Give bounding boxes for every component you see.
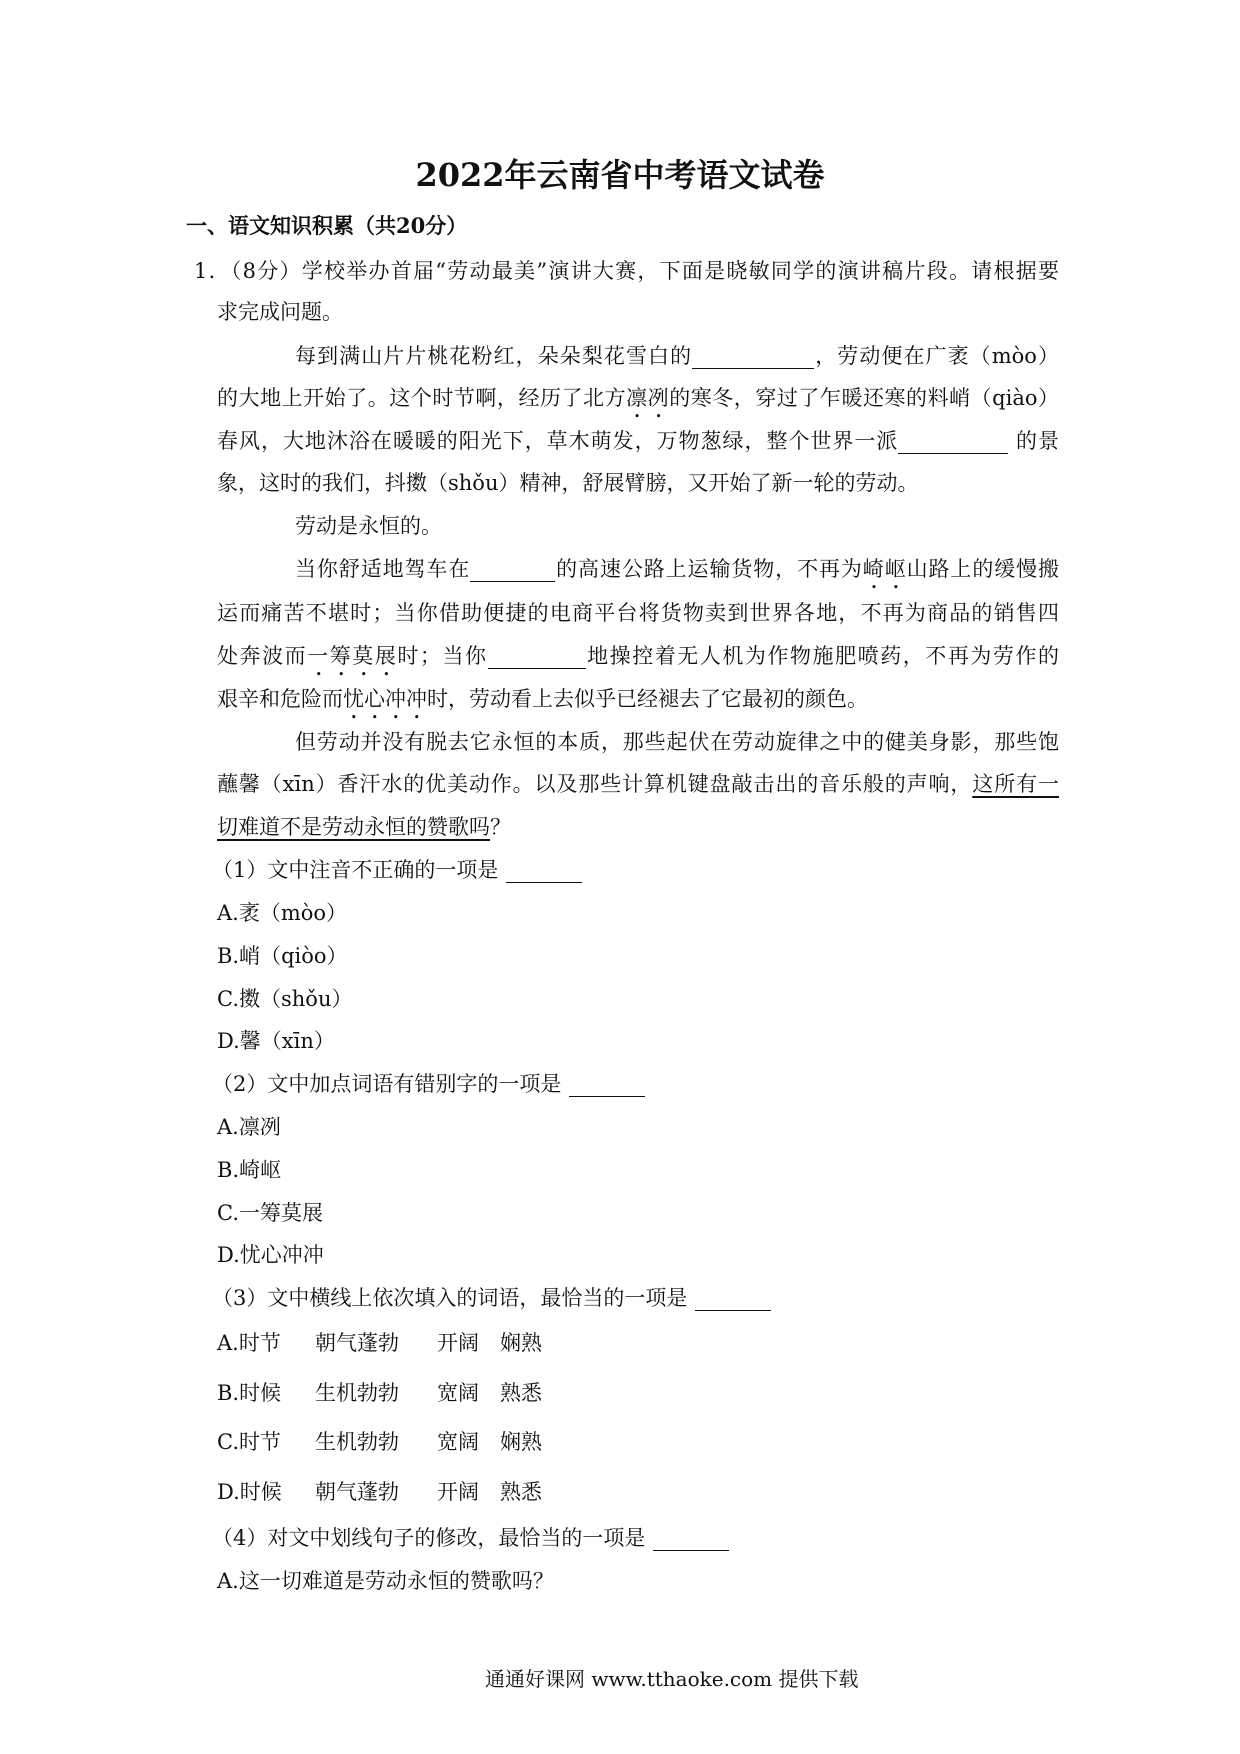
- prompt-text: （4）对文中划线句子的修改，最恰当的一项是: [212, 1526, 646, 1550]
- option-row: [217, 1477, 542, 1507]
- option-word: 宽阔: [437, 1430, 479, 1454]
- fill-in-blank: [898, 431, 1008, 454]
- sub-question-prompt: [212, 1069, 645, 1099]
- passage-text: 处奔波而: [217, 644, 308, 668]
- passage-text: 的景: [1008, 429, 1059, 453]
- passage-text: 时，劳动看上去似乎已经褪去了它最初的颜色。: [427, 687, 868, 711]
- option-label: C.时节: [217, 1430, 281, 1454]
- passage-text: 当你舒适地驾车在: [295, 557, 471, 581]
- option-word: 朝气蓬勃: [315, 1480, 399, 1504]
- dotted-word: 忧心冲冲: [343, 687, 427, 711]
- passage-line: [217, 812, 511, 842]
- passage-text: 的大地上开始了。这个时节啊，经历了北方: [217, 386, 627, 410]
- passage-text: 的寒冬，穿过了乍暖还寒的料峭（qiào）: [669, 386, 1060, 410]
- passage-text: ？: [490, 815, 511, 839]
- option: A.这一切难道是劳动永恒的赞歌吗？: [217, 1569, 554, 1593]
- option-label: D.时候: [217, 1480, 282, 1504]
- answer-blank: [653, 1528, 729, 1551]
- passage-line: [217, 468, 918, 498]
- question-stem-line: 1．（8分）学校举办首届“劳动最美”演讲大赛，下面是晓敏同学的演讲稿片段。请根据要: [194, 259, 1059, 283]
- passage-text: 每到满山片片桃花粉红，朵朵梨花雪白的: [295, 344, 693, 368]
- option-row: [217, 1427, 542, 1457]
- passage-text: 劳动是永恒的。: [295, 514, 442, 538]
- option-word: 开阔: [437, 1480, 479, 1504]
- passage-text: 象，这时的我们，抖擞（shǒu）精神，舒展臂膀，又开始了新一轮的劳动。: [217, 471, 919, 495]
- option-word: 娴熟: [500, 1331, 542, 1355]
- passage-text: 蘸馨（xīn）香汗水的优美动作。以及那些计算机键盘敲击出的音乐般的声响，: [217, 772, 973, 796]
- question-stem-line: 求完成问题。: [217, 300, 343, 324]
- dotted-word: 凛冽: [626, 386, 670, 410]
- passage-text: 山路上的缓慢搬: [906, 557, 1060, 581]
- passage-line: [217, 598, 1059, 628]
- option-word: 熟悉: [500, 1381, 542, 1405]
- sub-question-prompt: [212, 1523, 729, 1553]
- option: D.忧心冲冲: [217, 1243, 324, 1267]
- passage-text: 春风，大地沐浴在暖暖的阳光下，草木萌发，万物葱绿，整个世界一派: [217, 429, 899, 453]
- option-row: [217, 1378, 542, 1408]
- passage-line: [217, 426, 1059, 456]
- option: B.峭（qiòo）: [217, 944, 348, 968]
- option: A.袤（mòo）: [217, 901, 348, 925]
- dotted-word: 一筹莫展: [307, 644, 398, 668]
- option: A.凛冽: [217, 1115, 281, 1139]
- answer-blank: [695, 1288, 771, 1311]
- passage-line: [295, 511, 442, 541]
- dotted-word: 崎岖: [862, 557, 907, 581]
- passage-text: 时；当你: [397, 644, 488, 668]
- option-label: B.时候: [217, 1381, 282, 1405]
- option: C.擞（shǒu）: [217, 987, 353, 1011]
- sub-question-prompt: [212, 1283, 771, 1313]
- underlined-sentence-part: 切难道不是劳动永恒的赞歌吗: [217, 815, 490, 839]
- option-word: 生机勃勃: [315, 1430, 399, 1454]
- passage-line: [217, 684, 868, 714]
- prompt-text: （1）文中注音不正确的一项是: [212, 858, 499, 882]
- passage-line: [217, 641, 1059, 671]
- prompt-text: （3）文中横线上依次填入的词语，最恰当的一项是: [212, 1286, 688, 1310]
- sub-question-prompt: [212, 855, 582, 885]
- fill-in-blank: [692, 346, 814, 369]
- fill-in-blank: [470, 559, 555, 582]
- option: C.一筹莫展: [217, 1201, 323, 1225]
- option-word: 熟悉: [500, 1480, 542, 1504]
- fill-in-blank: [488, 646, 586, 669]
- passage-text: ，劳动便在广袤（mòo）: [814, 344, 1059, 368]
- passage-text: 但劳动并没有脱去它永恒的本质，那些起伏在劳动旋律之中的健美身影，那些饱: [295, 730, 1059, 754]
- section-heading: 一、语文知识积累（共20分）: [186, 213, 468, 238]
- passage-line: [295, 341, 1059, 371]
- page-footer: 通通好课网 www.tthaoke.com 提供下载: [485, 1667, 859, 1691]
- exam-title: 2022年云南省中考语文试卷: [415, 156, 825, 194]
- passage-text: 艰辛和危险而: [217, 687, 343, 711]
- option-word: 朝气蓬勃: [315, 1331, 399, 1355]
- passage-line: [295, 727, 1059, 757]
- option: B.崎岖: [217, 1158, 282, 1182]
- passage-text: 地操控着无人机为作物施肥喷药，不再为劳作的: [585, 644, 1060, 668]
- answer-blank: [506, 860, 582, 883]
- prompt-text: （2）文中加点词语有错别字的一项是: [212, 1072, 562, 1096]
- option-label: A.时节: [217, 1331, 281, 1355]
- option-word: 生机勃勃: [315, 1381, 399, 1405]
- option: D.馨（xīn）: [217, 1029, 335, 1053]
- option-word: 娴熟: [500, 1430, 542, 1454]
- passage-line: [217, 769, 1059, 799]
- passage-line: [295, 554, 1059, 584]
- option-word: 开阔: [437, 1331, 479, 1355]
- passage-line: [217, 383, 1059, 413]
- answer-blank: [569, 1074, 645, 1097]
- passage-text: 运而痛苦不堪时；当你借助便捷的电商平台将货物卖到世界各地，不再为商品的销售四: [217, 601, 1059, 625]
- underlined-sentence-part: 这所有一: [972, 772, 1059, 796]
- option-row: [217, 1328, 542, 1358]
- passage-text: 的高速公路上运输货物，不再为: [555, 557, 863, 581]
- option-word: 宽阔: [437, 1381, 479, 1405]
